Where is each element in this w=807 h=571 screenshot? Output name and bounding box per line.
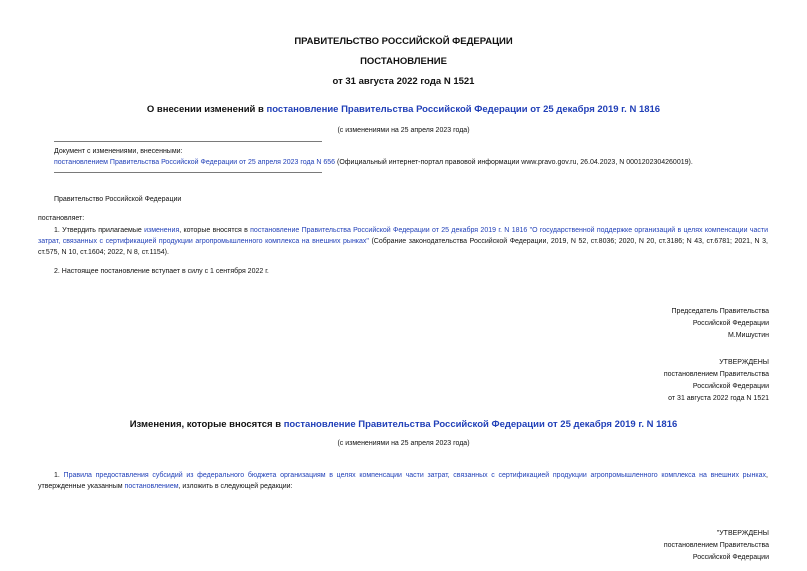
signature-block — [672, 306, 769, 342]
changes-p1-text-a: 1. — [54, 472, 64, 479]
title-prefix: О внесении изменений в — [146, 104, 267, 115]
p1-link-decree[interactable]: постановление Правительства Российской Федерации от 25 декабря 2019 г. N 1816 "О государственной поддержке организаций в целях компенсации части затрат, связанных с сертификацией продукции агропромышленного комплекса на внешних рынках" — [38, 227, 768, 245]
doc-type-heading: ПОСТАНОВЛЕНИЕ — [360, 56, 447, 67]
approved2-block — [664, 528, 769, 564]
amend-link[interactable]: постановлением Правительства Российской Федерации от 25 апреля 2023 года N 656 — [54, 159, 336, 166]
changes-p1-link-decree[interactable]: постановлением — [124, 483, 179, 490]
changes-paragraph-1 — [38, 470, 768, 492]
amend-source: (Официальный интернет-портал правовой информации www.pravo.gov.ru, 26.04.2023, N 0001202304260019). — [335, 159, 693, 166]
approved-line-3: Российской Федерации — [692, 383, 769, 390]
changes-revision-note: (с изменениями на 25 апреля 2023 года) — [337, 440, 470, 447]
approved-line-4: от 31 августа 2022 года N 1521 — [668, 395, 769, 402]
signature-name: М.Мишустин — [727, 332, 769, 339]
p1-text-a: 1. Утвердить прилагаемые — [54, 227, 145, 234]
approved2-line-1: "УТВЕРЖДЕНЫ — [716, 530, 769, 537]
paragraph-2: 2. Настоящее постановление вступает в силу с 1 сентября 2022 г. — [54, 268, 269, 275]
p1-text-c: (Собрание законодательства Российской Федерации, 2019, N 52, ст.8036; 2020, N 20, ст.3186; N 43, ст.6781; 2021, N 3, ст.575, N 10, ст.1604; 2022, N 8, ст.1154). — [38, 238, 769, 256]
changes-p1-text-c: , изложить в следующей редакции: — [178, 483, 293, 490]
signature-title: Председатель Правительства — [671, 308, 769, 315]
changes-p1-link-rules[interactable]: Правила предоставления субсидий из федерального бюджета организациям в целях компенсации части затрат, связанных с сертификацией продукции агропромышленного комплекса на внешних рынках — [63, 472, 767, 479]
approved-line-1: УТВЕРЖДЕНЫ — [719, 359, 769, 366]
approved2-line-2: постановлением Правительства — [663, 542, 769, 549]
changes-title-prefix: Изменения, которые вносятся в — [129, 419, 284, 430]
amend-box-top-rule — [54, 141, 322, 142]
decrees-line: постановляет: — [38, 215, 85, 222]
gov-line: Правительство Российской Федерации — [54, 196, 182, 203]
approved2-line-3: Российской Федерации — [692, 554, 769, 561]
approved-block — [664, 357, 769, 405]
signature-org: Российской Федерации — [692, 320, 769, 327]
paragraph-1 — [38, 225, 768, 258]
changes-title-link[interactable]: постановление Правительства Российской Федерации от 25 декабря 2019 г. N 1816 — [283, 419, 678, 430]
org-heading: ПРАВИТЕЛЬСТВО РОССИЙСКОЙ ФЕДЕРАЦИИ — [294, 36, 513, 47]
amend-box-bottom-rule — [54, 172, 322, 173]
amend-box — [54, 146, 693, 168]
p1-link-changes[interactable]: изменения — [144, 227, 180, 234]
approved-line-2: постановлением Правительства — [663, 371, 769, 378]
p1-text-b: , которые вносятся в — [179, 227, 251, 234]
changes-title — [0, 419, 807, 430]
document-title — [0, 104, 807, 115]
amend-box-label: Документ с изменениями, внесенными: — [54, 148, 183, 155]
date-number-heading: от 31 августа 2022 года N 1521 — [332, 76, 475, 87]
title-link[interactable]: постановление Правительства Российской Федерации от 25 декабря 2019 г. N 1816 — [266, 104, 661, 115]
changes-p1-text-b: , утвержденные указанным — [38, 472, 768, 490]
revision-note: (с изменениями на 25 апреля 2023 года) — [337, 127, 470, 134]
